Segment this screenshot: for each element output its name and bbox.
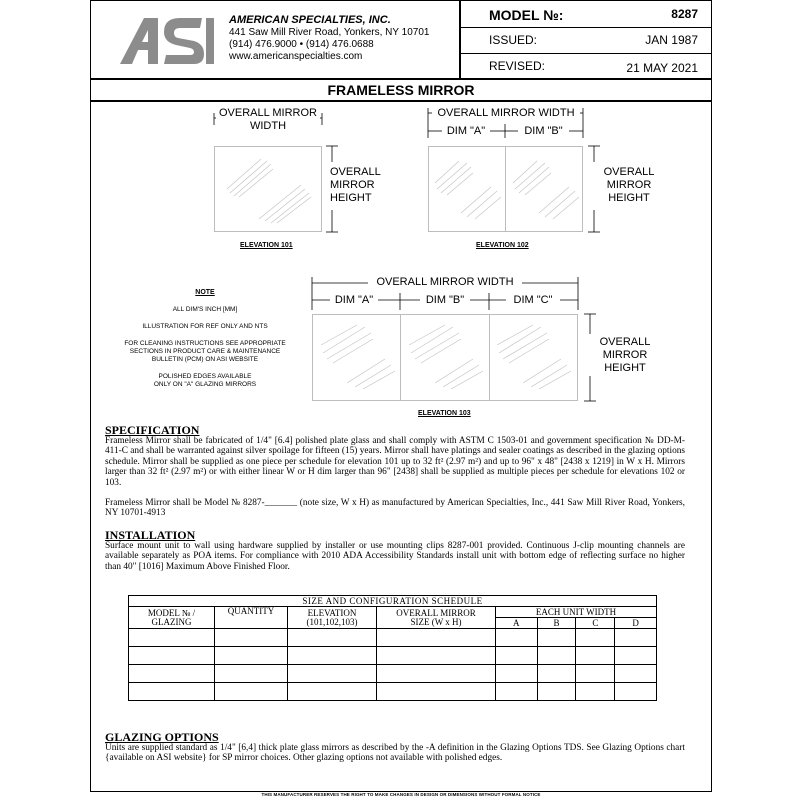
note-line-4b: ONLY ON "A" GLAZING MIRRORS <box>153 381 257 388</box>
installation-paragraph: Surface mount unit to wall using hardware supplied by installer or use mounting clips 8287-001 provided. Continuous J-clip mounting channels are available separately as POA items. For compliance with 2010 ADA Accessibility Standards install unit with bottom edge of reflecting surface no higher than 40" [1016] Maximum Above Finished Floor. <box>105 541 685 572</box>
issued-value: JAN 1987 <box>645 33 698 47</box>
mirror-elevation-103 <box>312 314 578 401</box>
col-overall-size: OVERALL MIRROR SIZE (W x H) <box>377 607 496 629</box>
elev102-dim-b: DIM "B" <box>520 125 567 138</box>
mirror-elevation-102 <box>428 146 583 232</box>
installation-heading: INSTALLATION <box>105 528 196 542</box>
size-configuration-schedule <box>128 595 657 701</box>
note-line-1: ALL DIM'S INCH [MM] <box>172 306 238 313</box>
elev103-dim-b: DIM "B" <box>422 294 468 307</box>
glazing-heading: GLAZING OPTIONS <box>105 730 219 744</box>
table-row <box>129 629 657 647</box>
page-title: FRAMELESS MIRROR <box>90 80 712 102</box>
elev103-dim-c: DIM "C" <box>508 294 558 307</box>
company-address: 441 Saw Mill River Road, Yonkers, NY 10701 <box>229 27 430 38</box>
specification-paragraph-1: Frameless Mirror shall be fabricated of 1/4" [6.4] polished plate glass and shall comply with ASTM C 1503-01 and government specification № DD-M-411-C and shall be warranted against silver spoilage for fifteen (15) years. Mirror shall have platings and sealer coatings as described in the glazing options schedule. Mirror shall be supplied as one piece per schedule for elevation 101 up to 32 ft² (2.97 m²) and up to 96" x 48" [2438 x 1219] in W x H. Mirrors larger than 32 ft² (2.97 m²) or with either linear W or H dim larger than 96" [2438] shall be supplied as multiple pieces per schedule for elevations 102 or 103. <box>105 436 685 488</box>
company-name: AMERICAN SPECIALTIES, INC. <box>229 14 391 26</box>
model-value: 8287 <box>671 7 698 21</box>
note-line-2: ILLUSTRATION FOR REF ONLY AND NTS <box>142 323 268 330</box>
note-line-3b: SECTIONS IN PRODUCT CARE & MAINTENANCE <box>129 348 281 355</box>
col-elevation: ELEVATION (101,102,103) <box>288 607 377 629</box>
mirror-reflection-lines <box>429 147 582 231</box>
elev103-width-label: OVERALL MIRROR WIDTH <box>370 276 520 289</box>
elev102-dim-a: DIM "A" <box>444 125 488 138</box>
col-a: A <box>496 618 538 629</box>
note-heading: NOTE <box>195 289 215 296</box>
elev101-height-label: OVERALL MIRROR HEIGHT <box>330 166 388 205</box>
schedule-title: SIZE AND CONFIGURATION SCHEDULE <box>129 596 657 607</box>
table-row <box>129 647 657 665</box>
elev103-caption: ELEVATION 103 <box>418 410 471 417</box>
mirror-reflection-lines <box>313 315 577 400</box>
elev102-width-label: OVERALL MIRROR WIDTH <box>432 107 580 120</box>
specification-heading: SPECIFICATION <box>105 423 200 437</box>
col-b: B <box>537 618 576 629</box>
table-row <box>129 683 657 701</box>
col-each-unit-width: EACH UNIT WIDTH <box>496 607 657 618</box>
model-label: MODEL №: <box>489 7 564 23</box>
footer-disclaimer: THIS MANUFACTURER RESERVES THE RIGHT TO MAKE CHANGES IN DESIGN OR DIMENSIONS WITHOUT FORMAL NOTICE <box>261 792 541 797</box>
elev102-caption: ELEVATION 102 <box>476 242 529 249</box>
note-line-3a: FOR CLEANING INSTRUCTIONS SEE APPROPRIATE <box>124 340 286 347</box>
note-line-4a: POLISHED EDGES AVAILABLE <box>158 373 252 380</box>
specification-paragraph-2: Frameless Mirror shall be Model № 8287-_______ (note size, W x H) as manufactured by American Specialties, Inc., 441 Saw Mill River Road, Yonkers, NY 10701-4913 <box>105 498 685 519</box>
elev101-caption: ELEVATION 101 <box>240 242 293 249</box>
col-model: MODEL № / GLAZING <box>129 607 215 629</box>
note-line-3c: BULLETIN (PCM) ON ASI WEBSITE <box>151 356 259 363</box>
elev103-dim-a: DIM "A" <box>332 294 376 307</box>
glazing-paragraph: Units are supplied standard as 1/4" [6,4] thick plate glass mirrors as described by the -A definition in the Glazing Options TDS. See Glazing Options chart {available on ASI website} for SP mirror choices. Other glazing options not available with polished edges. <box>105 743 685 764</box>
col-quantity: QUANTITY <box>215 607 288 629</box>
col-c: C <box>576 618 615 629</box>
revised-label: REVISED: <box>489 59 546 73</box>
elev103-height-label: OVERALL MIRROR HEIGHT <box>594 336 656 375</box>
company-website: www.americanspecialties.com <box>229 51 363 62</box>
mirror-elevation-101 <box>214 146 322 232</box>
elev102-height-label: OVERALL MIRROR HEIGHT <box>598 166 660 205</box>
table-row <box>129 665 657 683</box>
company-phone: (914) 476.9000 • (914) 476.0688 <box>229 39 374 50</box>
issued-label: ISSUED: <box>489 33 538 47</box>
elev101-width-label: OVERALL MIRROR WIDTH <box>216 107 320 133</box>
mirror-reflection-lines <box>215 147 321 231</box>
revised-value: 21 MAY 2021 <box>626 61 698 75</box>
col-d: D <box>615 618 657 629</box>
